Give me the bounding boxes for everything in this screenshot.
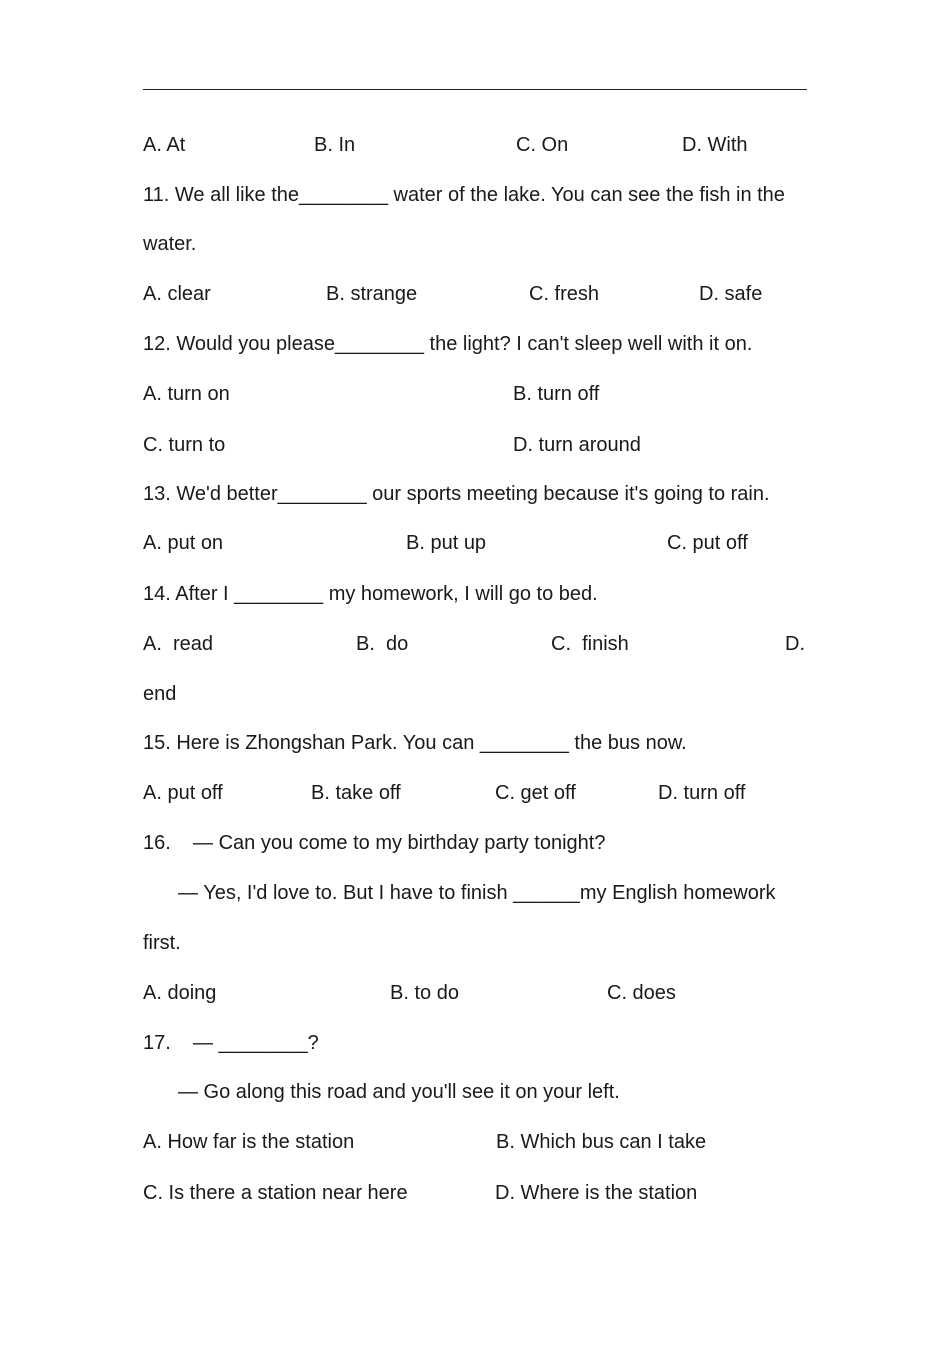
q14-option-c: C. finish (551, 633, 629, 655)
q16-stem: 16. — Can you come to my birthday party tonight? (143, 832, 606, 854)
q17-option-b: B. Which bus can I take (496, 1131, 707, 1153)
q16-reply-continued: first. (143, 932, 181, 954)
q15-option-c: C. get off (495, 782, 576, 804)
q16-option-b: B. to do (390, 982, 459, 1004)
q17-option-d: D. Where is the station (495, 1182, 698, 1204)
q14-stem: 14. After I ________ my homework, I will go to bed. (143, 583, 598, 605)
q15-option-d: D. turn off (658, 782, 746, 804)
q10-option-a: A. At (143, 134, 186, 156)
q14-option-b: B. do (356, 633, 409, 655)
q15-option-a: A. put off (143, 782, 223, 804)
q13-option-b: B. put up (406, 532, 487, 554)
q16-reply: — Yes, I'd love to. But I have to finish ______my English homework (178, 882, 776, 904)
q13-option-a: A. put on (143, 532, 224, 554)
q14-option-a: A. read (143, 633, 214, 655)
q10-option-c: C. On (516, 134, 569, 156)
q16-option-a: A. doing (143, 982, 217, 1004)
q10-option-b: B. In (314, 134, 356, 156)
q12-option-a: A. turn on (143, 383, 230, 405)
q11-option-a: A. clear (143, 283, 211, 305)
q17-stem: 17. — ________? (143, 1032, 319, 1054)
q14-option-d-word: end (143, 683, 177, 705)
q13-option-c: C. put off (667, 532, 748, 554)
q11-option-d: D. safe (699, 283, 763, 305)
q13-stem: 13. We'd better________ our sports meeting because it's going to rain. (143, 483, 770, 505)
q16-option-c: C. does (607, 982, 676, 1004)
q17-reply: — Go along this road and you'll see it on your left. (178, 1081, 620, 1103)
q14-option-d-label: D. (785, 633, 805, 655)
q11-option-c: C. fresh (529, 283, 600, 305)
q15-stem: 15. Here is Zhongshan Park. You can ________ the bus now. (143, 732, 687, 754)
header-rule (143, 89, 807, 90)
q17-option-c: C. Is there a station near here (143, 1182, 408, 1204)
q11-stem-continued: water. (143, 233, 197, 255)
q12-stem: 12. Would you please________ the light? I can't sleep well with it on. (143, 333, 753, 355)
q11-stem: 11. We all like the________ water of the lake. You can see the fish in the (143, 184, 785, 206)
q12-option-b: B. turn off (513, 383, 600, 405)
q12-option-d: D. turn around (513, 434, 641, 456)
q15-option-b: B. take off (311, 782, 401, 804)
q10-option-d: D. With (682, 134, 748, 156)
q12-option-c: C. turn to (143, 434, 226, 456)
q11-option-b: B. strange (326, 283, 418, 305)
q17-option-a: A. How far is the station (143, 1131, 355, 1153)
